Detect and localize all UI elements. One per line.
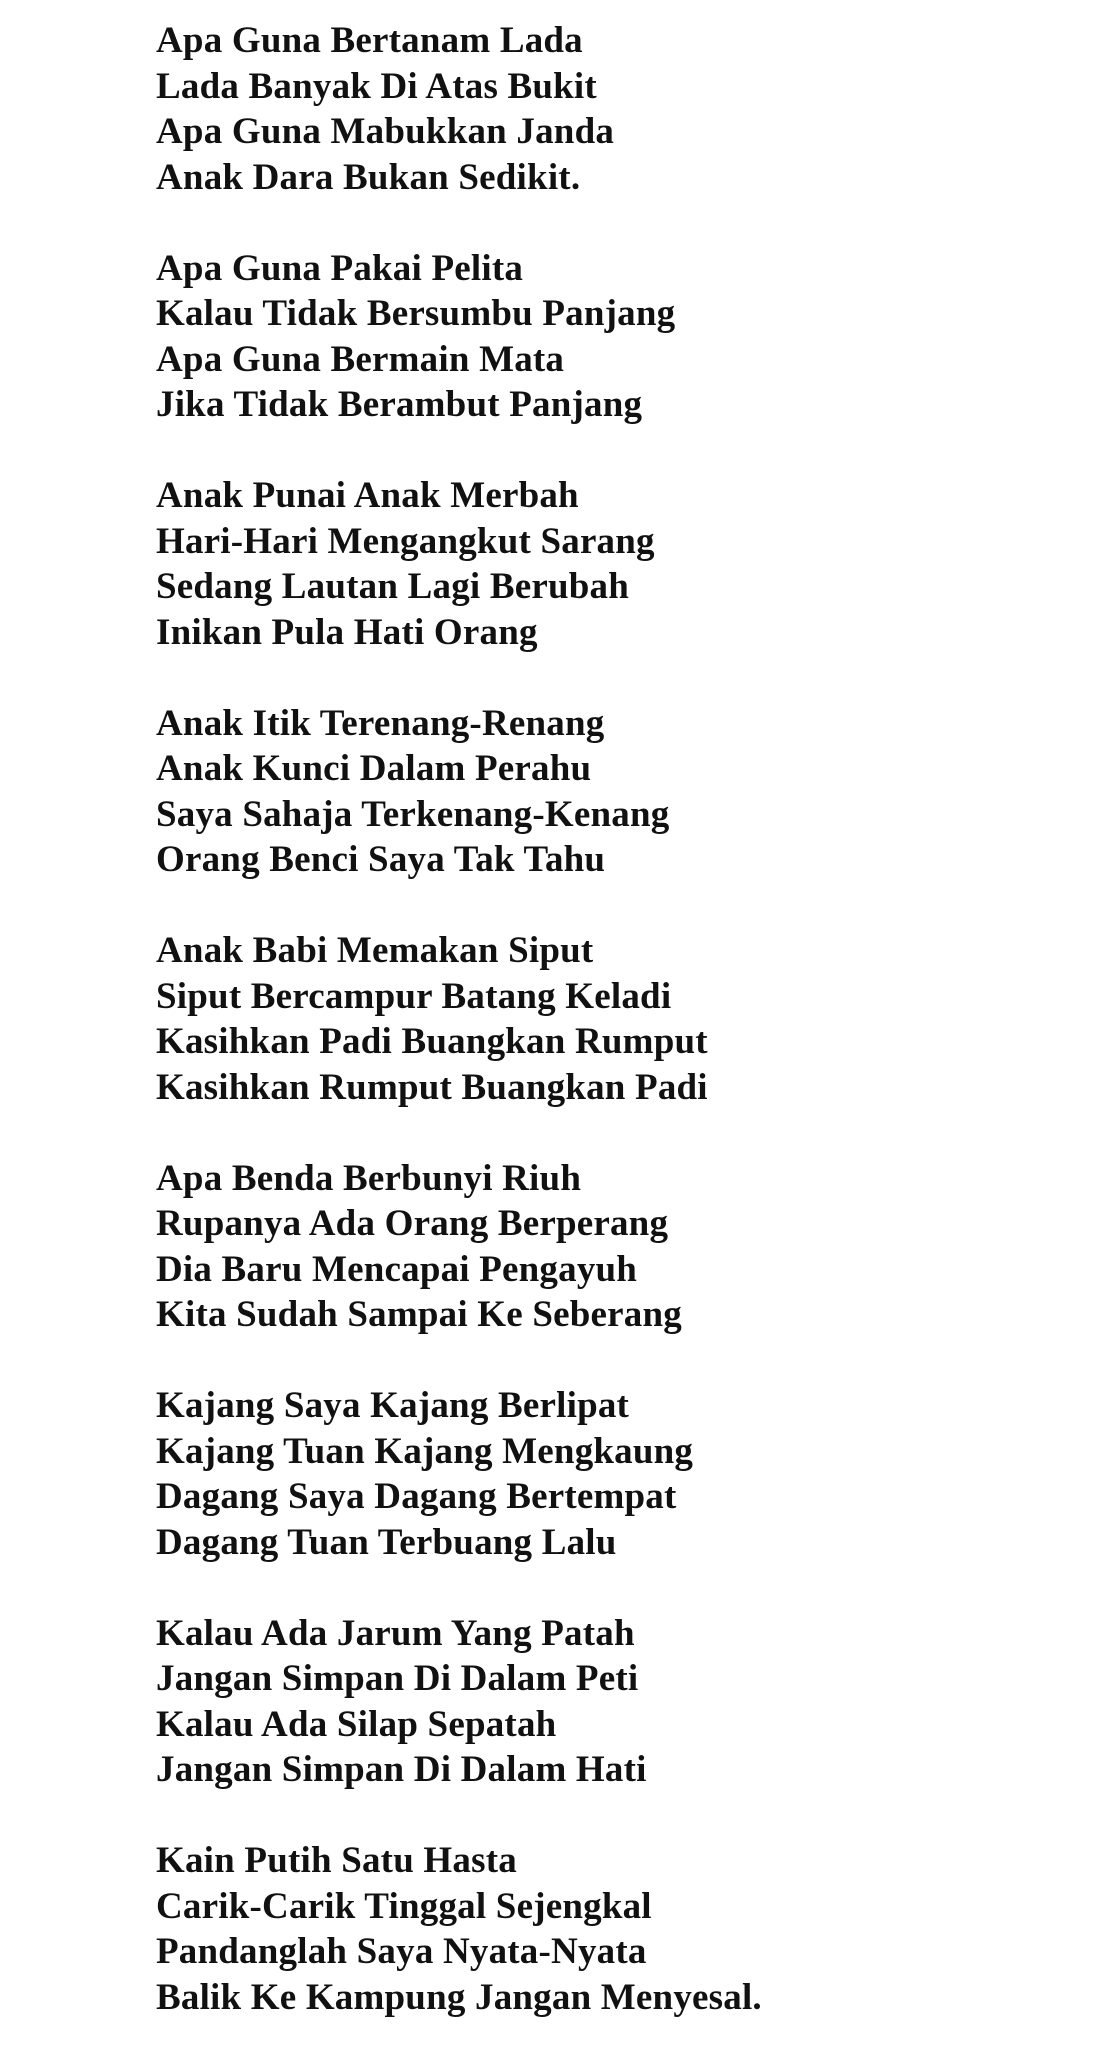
poem-line: Kasihkan Padi Buangkan Rumput <box>156 1021 708 1062</box>
poem-line: Anak Kunci Dalam Perahu <box>156 748 592 789</box>
stanza-4 <box>156 701 1076 883</box>
poem-line: Balik Ke Kampung Jangan Menyesal. <box>156 1976 762 2018</box>
stanza-6 <box>156 1156 1076 1338</box>
stanza-2 <box>156 246 1076 428</box>
poem-line: Jika Tidak Berambut Panjang <box>156 384 643 425</box>
poem-line: Anak Babi Memakan Siput <box>156 930 594 971</box>
poem-line: Sedang Lautan Lagi Berubah <box>156 566 629 607</box>
poem-line: Pandanglah Saya Nyata-Nyata <box>156 1931 647 1972</box>
poem-line: Anak Dara Bukan Sedikit. <box>156 156 581 198</box>
poem-line: Rupanya Ada Orang Berperang <box>156 1203 669 1244</box>
poem-line: Apa Benda Berbunyi Riuh <box>156 1157 582 1199</box>
poem-line: Anak Itik Terenang-Renang <box>156 702 605 744</box>
stanza-9 <box>156 1838 1076 2020</box>
poem-line: Apa Guna Bermain Mata <box>156 338 565 380</box>
poem-line: Hari-Hari Mengangkut Sarang <box>156 520 655 562</box>
stanza-8 <box>156 1611 1076 1793</box>
poem-line: Kalau Tidak Bersumbu Panjang <box>156 293 676 334</box>
poem-line: Carik-Carik Tinggal Sejengkal <box>156 1885 652 1927</box>
poem-line: Dia Baru Mencapai Pengayuh <box>156 1248 638 1290</box>
poem-line: Kajang Tuan Kajang Mengkaung <box>156 1430 694 1472</box>
poem-line: Kasihkan Rumput Buangkan Padi <box>156 1066 708 1108</box>
poem-line: Kalau Ada Silap Sepatah <box>156 1703 557 1745</box>
poem-line: Saya Sahaja Terkenang-Kenang <box>156 793 670 835</box>
poem-line: Apa Guna Bertanam Lada <box>156 20 583 61</box>
poem-line: Lada Banyak Di Atas Bukit <box>156 65 597 107</box>
poem-line: Jangan Simpan Di Dalam Hati <box>156 1749 647 1790</box>
poem-line: Jangan Simpan Di Dalam Peti <box>156 1658 639 1699</box>
poem-line: Orang Benci Saya Tak Tahu <box>156 839 606 880</box>
stanza-1 <box>156 18 1076 200</box>
poem-line: Apa Guna Pakai Pelita <box>156 247 524 289</box>
poem-line: Kalau Ada Jarum Yang Patah <box>156 1612 635 1654</box>
poem-line: Apa Guna Mabukkan Janda <box>156 111 615 152</box>
poem-line: Anak Punai Anak Merbah <box>156 475 579 516</box>
stanza-3 <box>156 473 1076 655</box>
stanza-5 <box>156 928 1076 1110</box>
poem-line: Kain Putih Satu Hasta <box>156 1840 517 1881</box>
stanza-7 <box>156 1383 1076 1565</box>
poem-line: Dagang Saya Dagang Bertempat <box>156 1476 677 1517</box>
poem-line: Siput Bercampur Batang Keladi <box>156 975 672 1017</box>
poem-line: Kita Sudah Sampai Ke Seberang <box>156 1294 682 1335</box>
poem-line: Kajang Saya Kajang Berlipat <box>156 1385 630 1426</box>
poem-line: Inikan Pula Hati Orang <box>156 611 538 653</box>
poem-line: Dagang Tuan Terbuang Lalu <box>156 1521 617 1563</box>
poem-body <box>156 18 1076 2020</box>
